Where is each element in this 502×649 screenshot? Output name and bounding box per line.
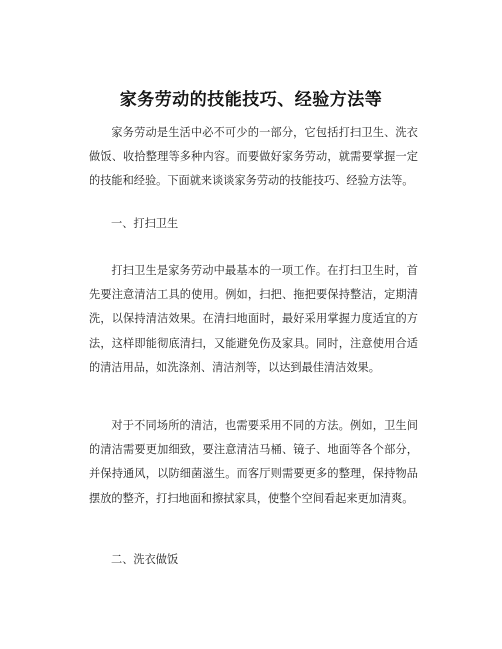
cleaning-paragraph-2: 对于不同场所的清洁，也需要采用不同的方法。例如，卫生间的清洁需要更加细致，要注意清洁马桶、镜子、地面等各个部分，并保持通风，以防细菌滋生。而客厅则需要更多的整理，保持物品摆放的整齐，打扫地面和擦拭家具，使整个空间看起来更加清爽。: [89, 419, 418, 505]
document-title: 家务劳动的技能技巧、经验方法等: [119, 90, 383, 111]
cleaning-paragraph-1: 打扫卫生是家务劳动中最基本的一项工作。在打扫卫生时，首先要注意清洁工具的使用。例如，扫把、拖把要保持整洁，定期清洗，以保持清洁效果。在清扫地面时，最好采用掌握力度适宜的方法，这样即能彻底清扫，又能避免伤及家具。同时，注意使用合适的清洁用品，如洗涤剂、清洁剂等，以达到最佳清洁效果。: [89, 264, 418, 374]
section-heading-cleaning: 一、打扫卫生: [111, 217, 179, 230]
section-heading-laundry-cooking: 二、洗衣做饭: [111, 553, 179, 566]
intro-paragraph: 家务劳动是生活中必不可少的一部分，它包括打扫卫生、洗衣做饭、收拾整理等多种内容。而要做好家务劳动，就需要掌握一定的技能和经验。下面就来谈谈家务劳动的技能技巧、经验方法等。: [89, 126, 418, 188]
